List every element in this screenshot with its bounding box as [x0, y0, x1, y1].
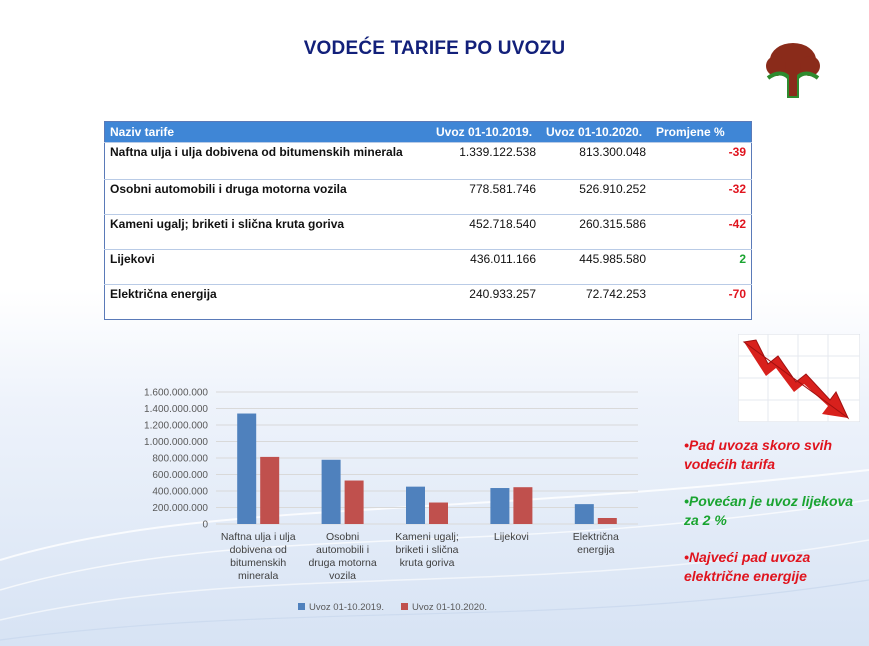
bar	[345, 481, 364, 524]
bar	[429, 503, 448, 524]
x-tick-label: Osobni automobili i druga motorna vozila	[308, 531, 377, 582]
x-tick-label: Električna energija	[572, 531, 619, 556]
chart-gridlines	[216, 392, 638, 524]
row-change: -70	[651, 285, 752, 320]
table-row	[105, 180, 752, 215]
bar	[513, 487, 532, 524]
bullet-notes	[684, 436, 864, 604]
header-2019: Uvoz 01-10.2019.	[431, 122, 541, 143]
page-title: VODEĆE TARIFE PO UVOZU	[303, 38, 566, 59]
tree-logo-icon	[762, 38, 824, 98]
import-bar-chart	[118, 378, 648, 618]
row-2020: 813.300.048	[541, 143, 651, 180]
table-row	[105, 250, 752, 285]
y-tick-label: 1.200.000.000	[144, 420, 208, 432]
bar	[260, 457, 279, 524]
legend-label: Uvoz 01-10.2020.	[412, 602, 487, 613]
row-change: -39	[651, 143, 752, 180]
x-tick-label: Kameni ugalj; briketi i slična kruta goriva	[395, 531, 459, 569]
row-change: 2	[651, 250, 752, 285]
tariff-table	[104, 121, 752, 320]
bullet-note: •Najveći pad uvoza električne energije	[684, 549, 811, 584]
row-2019: 778.581.746	[431, 180, 541, 215]
row-2020: 72.742.253	[541, 285, 651, 320]
header-2020: Uvoz 01-10.2020.	[541, 122, 651, 143]
y-tick-label: 0	[202, 519, 208, 531]
legend-swatch	[401, 603, 408, 610]
y-tick-label: 800.000.000	[152, 453, 208, 465]
bar	[575, 504, 594, 524]
bar	[490, 488, 509, 524]
bar	[322, 460, 341, 524]
row-name: Osobni automobili i druga motorna vozila	[105, 180, 432, 215]
row-2019: 1.339.122.538	[431, 143, 541, 180]
table-row	[105, 143, 752, 180]
row-name: Električna energija	[105, 285, 432, 320]
y-tick-label: 600.000.000	[152, 470, 208, 481]
y-tick-label: 1.400.000.000	[144, 404, 208, 415]
header-change: Promjene %	[651, 122, 752, 143]
row-2020: 526.910.252	[541, 180, 651, 215]
table-row	[105, 285, 752, 320]
x-tick-label: Lijekovi	[493, 531, 529, 543]
chart-x-axis	[221, 531, 619, 582]
bullet-note: •Pad uvoza skoro svih vodećih tarifa	[684, 437, 833, 472]
bar	[406, 487, 425, 524]
row-change: -42	[651, 215, 752, 250]
bar	[598, 518, 617, 524]
legend-swatch	[298, 603, 305, 610]
bar	[237, 414, 256, 524]
bullet-note: •Povećan je uvoz lijekova za 2 %	[684, 493, 854, 528]
chart-y-axis	[144, 388, 208, 531]
y-tick-label: 1.000.000.000	[144, 437, 208, 448]
row-2019: 240.933.257	[431, 285, 541, 320]
y-tick-label: 400.000.000	[152, 486, 208, 498]
row-name: Lijekovi	[105, 250, 432, 285]
falling-arrow-icon	[738, 334, 860, 422]
chart-legend	[298, 602, 487, 613]
y-tick-label: 1.600.000.000	[144, 387, 208, 399]
table-header-row	[105, 122, 752, 143]
row-name: Naftna ulja i ulja dobivena od bitumenskih minerala	[105, 143, 432, 180]
x-tick-label: Naftna ulja i ulja dobivena od bitumenskih minerala	[220, 531, 296, 582]
row-2019: 452.718.540	[431, 215, 541, 250]
header-name: Naziv tarife	[105, 122, 432, 143]
row-2020: 260.315.586	[541, 215, 651, 250]
row-2019: 436.011.166	[431, 250, 541, 285]
row-2020: 445.985.580	[541, 250, 651, 285]
table-row	[105, 215, 752, 250]
row-name: Kameni ugalj; briketi i slična kruta goriva	[105, 215, 432, 250]
legend-label: Uvoz 01-10.2019.	[309, 602, 384, 613]
y-tick-label: 200.000.000	[152, 503, 208, 514]
row-change: -32	[651, 180, 752, 215]
